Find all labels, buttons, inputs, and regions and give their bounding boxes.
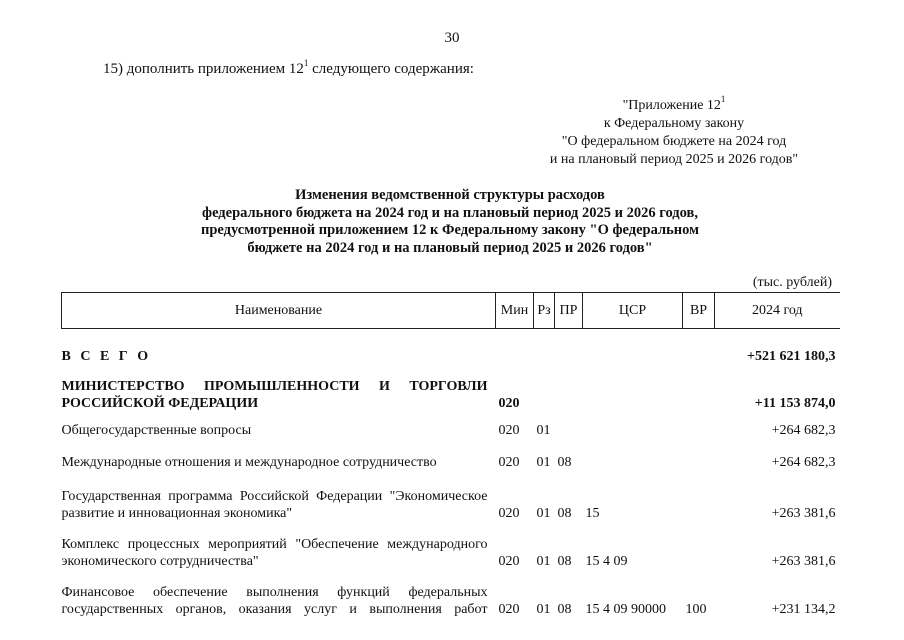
row-pr	[555, 365, 583, 412]
row-sum: +231 134,2	[771, 601, 836, 617]
row-csr	[583, 439, 683, 471]
expenditure-table	[61, 292, 840, 618]
header-rz: Рз	[534, 293, 555, 329]
row-pr: 08	[557, 553, 572, 569]
row-name: Международные отношения и международное сотрудничество	[61, 454, 437, 470]
row-vr	[683, 365, 715, 412]
row-vr	[683, 522, 715, 570]
row-sum: +264 682,3	[771, 454, 836, 470]
row-vr	[683, 439, 715, 471]
header-min: Мин	[496, 293, 534, 329]
document-title	[180, 187, 720, 257]
row-sum: +264 682,3	[771, 422, 836, 438]
intro-prefix: 15) дополнить приложением 12	[103, 61, 304, 77]
row-name: МИНИСТЕРСТВО ПРОМЫШЛЕННОСТИ И ТОРГОВЛИ РОССИЙСКОЙ ФЕДЕРАЦИИ	[61, 378, 488, 411]
units-label: (тыс. рублей)	[752, 275, 832, 290]
row-min: 020	[498, 553, 520, 569]
row-csr	[583, 365, 683, 412]
page-number: 30	[444, 30, 460, 46]
row-sum: +263 381,6	[771, 553, 836, 569]
row-pr: 08	[557, 454, 572, 470]
title-line-3: предусмотренной приложением 12 к Федеральному закону "О федеральном	[201, 222, 699, 238]
table-row	[62, 522, 840, 570]
row-name: Общегосударственные вопросы	[61, 422, 252, 438]
intro-suffix: следующего содержания:	[308, 61, 474, 77]
row-name: В С Е Г О	[61, 348, 152, 364]
table-row	[62, 439, 840, 471]
table-header-row	[62, 293, 840, 329]
table-row	[62, 365, 840, 412]
header-pr: ПР	[555, 293, 583, 329]
row-rz: 01	[536, 505, 551, 521]
row-rz: 01	[536, 601, 551, 617]
row-csr	[583, 412, 683, 439]
row-pr: 08	[557, 601, 572, 617]
row-vr	[683, 329, 715, 365]
header-csr: ЦСР	[583, 293, 683, 329]
row-vr: 100	[685, 601, 707, 617]
row-sum: +263 381,6	[771, 505, 836, 521]
row-sum: +11 153 874,0	[754, 395, 836, 411]
title-line-4: бюджете на 2024 год и на плановый период 2025 и 2026 годов"	[247, 239, 653, 256]
row-vr	[683, 412, 715, 439]
row-min: 020	[498, 601, 520, 617]
row-name: Комплекс процессных мероприятий "Обеспечение международного экономического сотрудничества"	[61, 536, 488, 569]
row-csr: 15 4 09 90000	[585, 601, 666, 617]
row-rz	[534, 365, 555, 412]
table-row-total	[62, 329, 840, 365]
row-rz: 01	[536, 454, 551, 470]
title-line-2: федерального бюджета на 2024 год и на плановый период 2025 и 2026 годов,	[202, 204, 698, 221]
row-min: 020	[498, 505, 520, 521]
row-name: Государственная программа Российской Федерации "Экономическое развитие и инновационная экономика"	[61, 488, 488, 521]
title-line-1: Изменения ведомственной структуры расходов	[295, 187, 605, 203]
row-min: 020	[498, 395, 520, 411]
appendix-superscript: 1	[720, 94, 726, 104]
row-pr	[555, 412, 583, 439]
amendment-intro	[103, 58, 474, 78]
row-csr: 15	[585, 505, 600, 521]
appendix-line-2: к Федеральному закону	[603, 116, 745, 131]
header-name: Наименование	[62, 293, 496, 329]
row-rz	[534, 329, 555, 365]
row-min: 020	[498, 454, 520, 470]
header-sum: 2024 год	[715, 293, 840, 329]
row-pr	[555, 329, 583, 365]
row-rz: 01	[536, 422, 551, 438]
row-pr: 08	[557, 505, 572, 521]
row-rz: 01	[536, 553, 551, 569]
header-vr: ВР	[683, 293, 715, 329]
row-sum: +521 621 180,3	[747, 348, 836, 364]
appendix-line-1	[540, 94, 808, 115]
row-min: 020	[498, 422, 520, 438]
appendix-line-3: "О федеральном бюджете на 2024 год	[561, 134, 787, 149]
table-row	[62, 471, 840, 522]
row-name: Финансовое обеспечение выполнения функций федеральных государственных органов, оказания услуг и выполнения работ	[61, 584, 488, 617]
appendix-header	[540, 94, 808, 169]
row-vr	[683, 471, 715, 522]
row-csr: 15 4 09	[585, 553, 628, 569]
table-row	[62, 570, 840, 618]
table-row	[62, 412, 840, 439]
row-csr	[583, 329, 683, 365]
intro-superscript: 1	[303, 58, 309, 68]
appendix-line-1-text: "Приложение 12	[622, 98, 721, 113]
row-min	[496, 329, 534, 365]
appendix-line-4: и на плановый период 2025 и 2026 годов"	[549, 152, 799, 167]
